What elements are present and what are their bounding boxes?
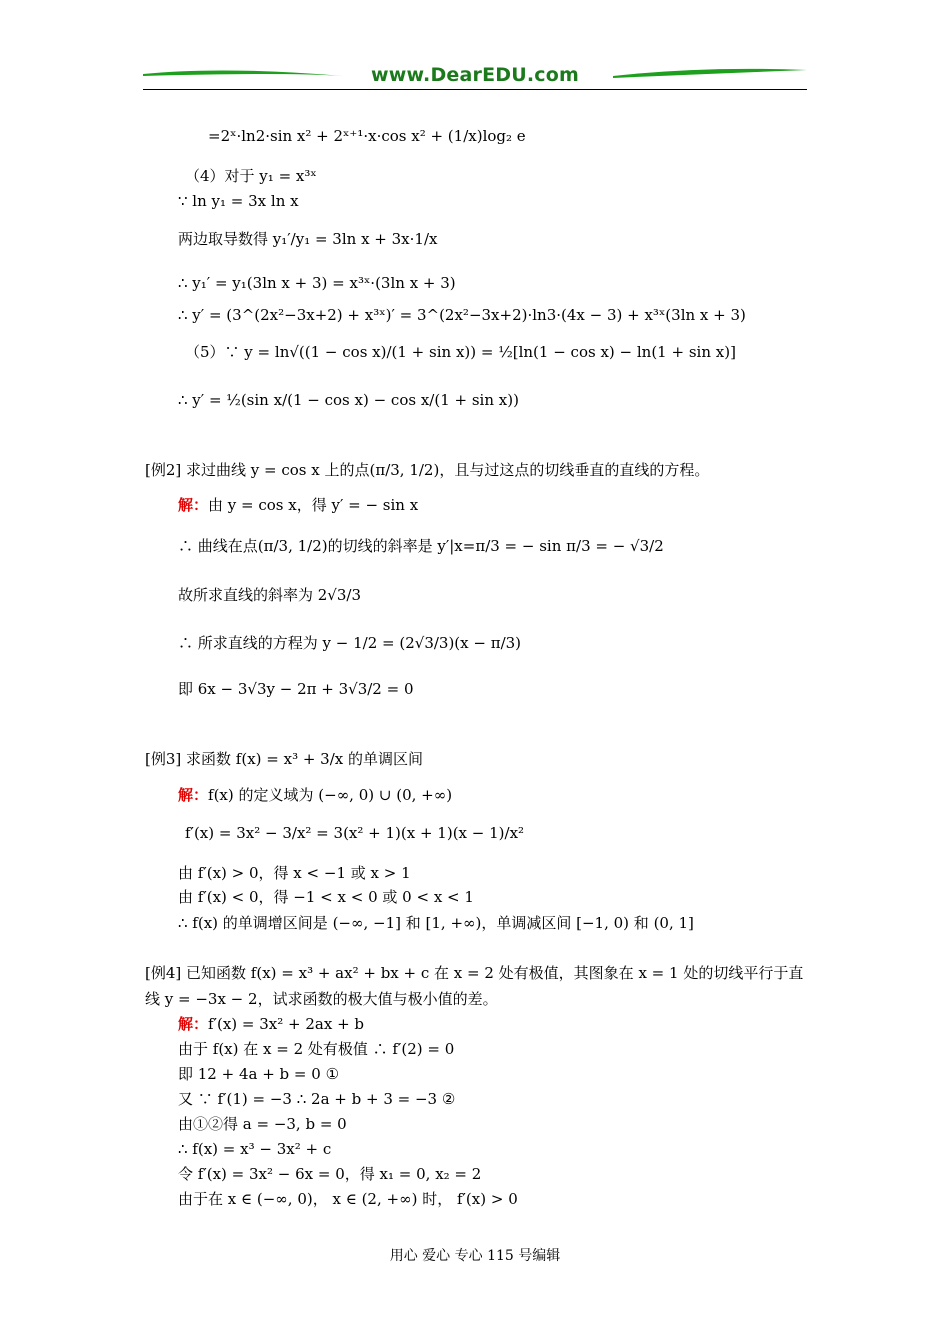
eq-line-2: （4）对于 y₁ = x³ˣ (185, 167, 317, 185)
example-2-title: [例2] 求过曲线 y = cos x 上的点(π/3, 1/2)，且与过这点的切线垂直的直线的方程。 (145, 461, 710, 479)
example-2-solution-4: ∴ 所求直线的方程为 y − 1/2 = (2√3/3)(x − π/3) (178, 634, 522, 652)
eq-line-6: ∴ y′ = (3^(2x²−3x+2) + x³ˣ)′ = 3^(2x²−3x+2)·ln3·(4x − 3) + x³ˣ(3ln x + 3) (178, 306, 746, 324)
eq-line-4: 两边取导数得 y₁′/y₁ = 3ln x + 3x·1/x (178, 230, 438, 248)
eq-line-5: ∴ y₁′ = y₁(3ln x + 3) = x³ˣ·(3ln x + 3) (178, 274, 456, 292)
page-footer: 用心 爱心 专心 115 号编辑 (389, 1248, 561, 1264)
example-4-solution-7: 令 f′(x) = 3x² − 6x = 0，得 x₁ = 0, x₂ = 2 (178, 1165, 482, 1183)
example-3-solution-3: 由 f′(x) > 0，得 x < −1 或 x > 1 (178, 864, 411, 882)
solution-label: 解： (178, 1015, 209, 1033)
example-3-solution-2: f′(x) = 3x² − 3/x² = 3(x² + 1)(x + 1)(x − 1)/x² (185, 824, 525, 842)
example-2-solution-5: 即 6x − 3√3y − 2π + 3√3/2 = 0 (178, 680, 414, 698)
example-3-solution-5: ∴ f(x) 的单调增区间是 (−∞, −1] 和 [1, +∞)，单调减区间 [−1, 0) 和 (0, 1] (178, 914, 694, 932)
example-2-solution-1: 解：由 y = cos x，得 y′ = − sin x (178, 496, 419, 514)
example-4-solution-1: 解：f′(x) = 3x² + 2ax + b (178, 1015, 365, 1033)
header-rule (143, 89, 807, 90)
solution-label: 解： (178, 496, 209, 514)
eq-line-1: =2ˣ·ln2·sin x² + 2ˣ⁺¹·x·cos x² + (1/x)log₂ e (208, 127, 526, 145)
site-banner (143, 62, 807, 92)
example-2-solution-2: ∴ 曲线在点(π/3, 1/2)的切线的斜率是 y′|x=π/3 = − sin π/3 = − √3/2 (178, 537, 664, 555)
site-url: www.DearEDU.com (370, 64, 580, 86)
eq-line-8: ∴ y′ = ½(sin x/(1 − cos x) − cos x/(1 + sin x)) (178, 391, 519, 409)
example-4-solution-5: 由①②得 a = −3, b = 0 (178, 1115, 347, 1133)
eq-line-7: （5）∵ y = ln√((1 − cos x)/(1 + sin x)) = ½[ln(1 − cos x) − ln(1 + sin x)] (185, 343, 736, 361)
example-4-solution-8: 由于在 x ∈ (−∞, 0)， x ∈ (2, +∞) 时， f′(x) > 0 (178, 1190, 518, 1208)
example-3-title: [例3] 求函数 f(x) = x³ + 3/x 的单调区间 (145, 750, 424, 768)
example-4-title-1: [例4] 已知函数 f(x) = x³ + ax² + bx + c 在 x = 2 处有极值，其图象在 x = 1 处的切线平行于直 (145, 964, 804, 982)
example-4-solution-4: 又 ∵ f′(1) = −3 ∴ 2a + b + 3 = −3 ② (178, 1090, 456, 1108)
eq-line-3: ∵ ln y₁ = 3x ln x (178, 192, 299, 210)
example-4-solution-6: ∴ f(x) = x³ − 3x² + c (178, 1140, 332, 1158)
example-3-solution-1: 解：f(x) 的定义域为 (−∞, 0) ∪ (0, +∞) (178, 786, 453, 804)
example-4-title-2: 线 y = −3x − 2，试求函数的极大值与极小值的差。 (145, 990, 498, 1008)
example-3-solution-4: 由 f′(x) < 0，得 −1 < x < 0 或 0 < x < 1 (178, 888, 474, 906)
solution-label: 解： (178, 786, 209, 804)
example-4-solution-2: 由于 f(x) 在 x = 2 处有极值 ∴ f′(2) = 0 (178, 1040, 455, 1058)
example-4-solution-3: 即 12 + 4a + b = 0 ① (178, 1065, 340, 1083)
example-2-solution-3: 故所求直线的斜率为 2√3/3 (178, 586, 362, 604)
